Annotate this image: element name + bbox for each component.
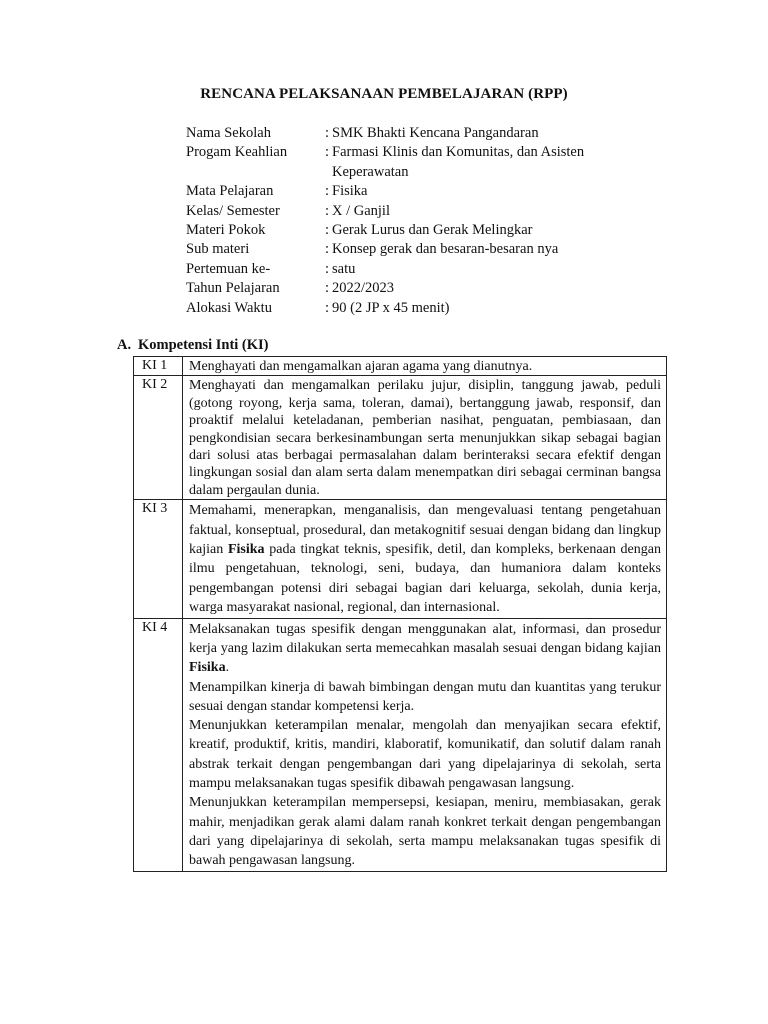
section-title: Kompetensi Inti (KI) [138,337,269,353]
info-label: Nama Sekolah [186,125,271,141]
info-label: Progam Keahlian [186,144,288,161]
info-value-cell [325,124,584,143]
info-colon: : [325,202,330,219]
info-value: 2022/2023 [332,280,395,297]
subject-bold: Fisika [227,542,265,558]
info-value: Konsep gerak dan besaran-besaran nya [332,241,559,258]
ki-text [183,618,667,871]
info-value-continued: Keperawatan [332,163,409,180]
ki-row [134,618,667,871]
info-label: Mata Pelajaran [186,183,274,200]
info-colon: : [325,260,330,277]
info-row [186,143,584,182]
ki-row [134,376,667,500]
info-label: Kelas/ Semester [186,202,280,219]
info-colon: : [325,144,330,161]
ki-code: KI 4 [134,618,183,871]
ki-text-part: Melaksanakan tugas spesifik dengan menggunakan alat, informasi, dan prosedur kerja yang lazim dilakukan serta memecahkan masalah sesuai dengan bidang kajian [189,621,661,656]
info-value-cell [325,279,584,298]
identity-table [186,124,584,318]
section-a-heading [117,337,269,354]
info-label: Tahun Pelajaran [186,280,280,297]
info-value: Fisika [332,183,368,200]
info-value-cell [325,202,584,221]
info-colon: : [325,299,330,316]
info-value-cell [325,260,584,279]
info-value-cell [325,221,584,240]
info-colon: : [325,183,330,200]
info-row [186,279,584,298]
ki-text-part: pada tingkat teknis, spesifik, detil, dan kompleks, berkenaan dengan ilmu pengetahuan, teknologi, seni, budaya, dan humaniora dalam konteks pengembangan potensi diri sebagai bagian dari keluarga, sekolah, dunia kerja, warga masyarakat nasional, regional, dan internasional. [189,542,661,616]
ki-code: KI 1 [134,357,183,376]
info-row [186,299,584,318]
ki-code: KI 2 [134,376,183,500]
subject-bold: Fisika [189,660,226,676]
info-row [186,124,584,143]
ki-paragraph: Menunjukkan keterampilan mempersepsi, kesiapan, meniru, membiasakan, gerak mahir, menjadikan gerak alami dalam ranah konkret terkait dengan pengembangan dari yang dipelajarinya di sekolah, serta mampu melaksanakan tugas spesifik di bawah pengawasan langsung. [189,795,661,869]
info-row [186,260,584,279]
info-label: Materi Pokok [186,222,266,239]
section-letter: A. [117,337,132,353]
ki-row [134,500,667,618]
info-row [186,182,584,201]
ki-paragraph [189,620,661,678]
info-colon: : [325,280,330,297]
ki-text-part: . [225,660,230,676]
info-value: satu [332,260,356,277]
info-value: Gerak Lurus dan Gerak Melingkar [332,222,533,239]
ki-row [134,357,667,376]
info-colon: : [325,222,330,239]
info-colon: : [325,125,330,141]
ki-table [133,356,667,872]
info-row [186,240,584,259]
ki-text: Menghayati dan mengamalkan ajaran agama yang dianutnya. [183,357,667,376]
document-title: RENCANA PELAKSANAAN PEMBELAJARAN (RPP) [200,86,568,102]
info-label: Pertemuan ke- [186,260,271,277]
info-colon: : [325,241,330,258]
info-value: 90 (2 JP x 45 menit) [332,299,450,316]
info-value: SMK Bhakti Kencana Pangandaran [332,125,539,141]
ki-text [183,500,667,618]
ki-paragraph: Menampilkan kinerja di bawah bimbingan dengan mutu dan kuantitas yang terukur sesuai dengan standar kompetensi kerja. [189,679,661,714]
info-value-cell [325,143,584,182]
info-label: Alokasi Waktu [186,299,272,316]
ki-text: Menghayati dan mengamalkan perilaku jujur, disiplin, tanggung jawab, peduli (gotong royong, kerja sama, toleran, damai), bertanggung jawab, responsif, dan proaktif melalui keteladanan, pemberian nasihat, penguatan, pembiasaan, dan pengkondisian secara berkesinambungan serta menunjukkan sikap sebagai bagian dari solusi atas berbagai permasalahan dalam berinteraksi secara efektif dengan lingkungan sosial dan alam serta dalam menempatkan diri sebagai cerminan bangsa dalam pergaulan dunia. [183,376,667,500]
info-row [186,202,584,221]
ki-text-part: Memahami, menerapkan, menganalisis, dan mengevaluasi tentang pengetahuan faktual, konseptual, prosedural, dan metakognitif sesuai dengan bidang dan lingkup kajian [189,503,661,558]
info-value-cell [325,182,584,201]
info-value-cell [325,299,584,318]
ki-paragraph: Menunjukkan keterampilan menalar, mengolah dan menyajikan secara efektif, kreatif, produktif, kritis, mandiri, klaboratif, komunikatif, dan solutif dalam ranah abstrak terkait dengan pengembangan dari yang dipelajarinya di sekolah, serta mampu melaksanakan tugas spesifik dibawah pengawasan langsung. [189,718,661,792]
ki-code: KI 3 [134,500,183,618]
info-value: Farmasi Klinis dan Komunitas, dan Asisten [332,144,585,161]
info-label: Sub materi [186,241,250,258]
info-row [186,221,584,240]
info-value-cell [325,240,584,259]
info-value: X / Ganjil [332,202,390,219]
